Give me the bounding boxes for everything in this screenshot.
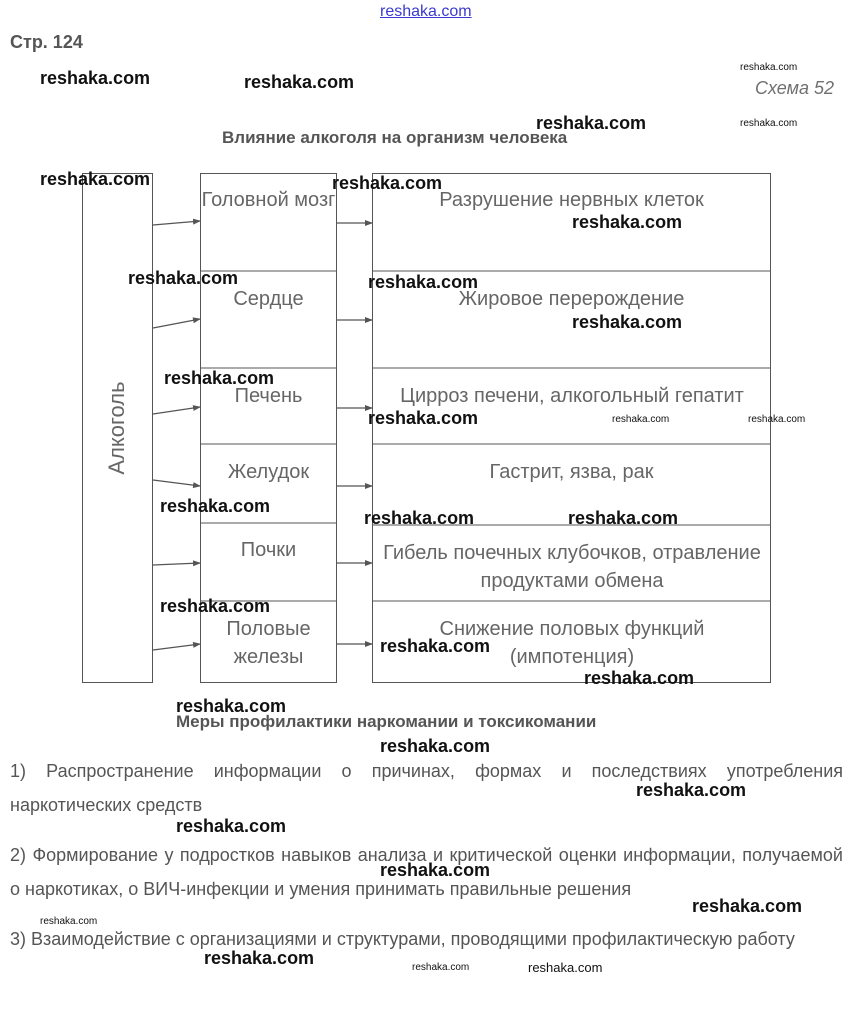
scheme-label: Схема 52 xyxy=(755,78,834,98)
watermark: reshaka.com xyxy=(332,173,443,193)
effect-heart: Жировое перерождение xyxy=(458,288,685,310)
watermark: reshaka.com xyxy=(164,368,275,388)
organ-liver: Печень xyxy=(234,385,303,407)
watermark: reshaka.com xyxy=(572,212,683,232)
diagram-title: Влияние алкоголя на организм человека xyxy=(222,128,568,147)
watermark: reshaka.com xyxy=(572,312,683,332)
organ-gonads: Половые железы xyxy=(226,618,311,668)
site-link[interactable]: reshaka.com xyxy=(380,3,472,20)
watermark: reshaka.com xyxy=(748,414,806,425)
watermark: reshaka.com xyxy=(176,696,287,716)
watermark: reshaka.com xyxy=(536,113,647,133)
watermark: reshaka.com xyxy=(412,962,470,973)
watermark: reshaka.com xyxy=(380,736,491,756)
effect-brain: Разрушение нервных клеток xyxy=(439,189,704,211)
arrow-1 xyxy=(153,221,200,225)
prevention-item: 2) Формирование у подростков навыков анализа и критической оценки информации, получаемой о наркотиках, о ВИЧ-инфекции и умения принимать правильные решения xyxy=(10,845,843,899)
effect-liver: Цирроз печени, алкогольный гепатит xyxy=(400,385,744,407)
arrow-2 xyxy=(153,319,200,328)
organ-kidneys: Почки xyxy=(240,539,297,561)
watermark: reshaka.com xyxy=(368,272,479,292)
watermark: reshaka.com xyxy=(380,636,491,656)
prevention-item: 1) Распространение информации о причинах, формах и последствиях употребления наркотических средств xyxy=(10,761,843,815)
organ-heart: Сердце xyxy=(233,288,304,310)
arrow-5 xyxy=(153,563,200,565)
watermark: reshaka.com xyxy=(244,72,355,92)
watermark: reshaka.com xyxy=(380,860,491,880)
effect-stomach: Гастрит, язва, рак xyxy=(489,461,654,483)
watermark: reshaka.com xyxy=(692,896,803,916)
page-number: Стр. 124 xyxy=(10,32,83,52)
arrow-6 xyxy=(153,644,200,650)
organ-stomach: Желудок xyxy=(227,461,310,483)
prevention-title: Меры профилактики наркомании и токсикомании xyxy=(176,712,597,731)
watermark: reshaka.com xyxy=(160,496,271,516)
watermark: reshaka.com xyxy=(176,816,287,836)
watermark: reshaka.com xyxy=(40,169,151,189)
watermark: reshaka.com xyxy=(364,508,475,528)
watermark: reshaka.com xyxy=(528,960,603,975)
watermark: reshaka.com xyxy=(584,668,695,688)
watermark: reshaka.com xyxy=(40,916,98,927)
watermark: reshaka.com xyxy=(568,508,679,528)
watermark: reshaka.com xyxy=(160,596,271,616)
watermark: reshaka.com xyxy=(636,780,747,800)
organ-brain: Головной мозг xyxy=(201,189,336,211)
effect-kidneys: Гибель почечных клубочков, отравление продуктами обмена xyxy=(383,542,761,592)
watermark: reshaka.com xyxy=(204,948,315,968)
effect-gonads: Снижение половых функций (импотенция) xyxy=(439,618,705,668)
prevention-item: 3) Взаимодействие с организациями и структурами, проводящими профилактическую работу xyxy=(10,929,795,949)
watermark: reshaka.com xyxy=(128,268,239,288)
watermark: reshaka.com xyxy=(740,118,798,129)
alcohol-label: Алкоголь xyxy=(104,381,129,475)
watermark: reshaka.com xyxy=(368,408,479,428)
arrow-3 xyxy=(153,407,200,414)
watermark: reshaka.com xyxy=(40,68,151,88)
arrow-4 xyxy=(153,480,200,486)
watermark: reshaka.com xyxy=(612,414,670,425)
watermark: reshaka.com xyxy=(740,62,798,73)
